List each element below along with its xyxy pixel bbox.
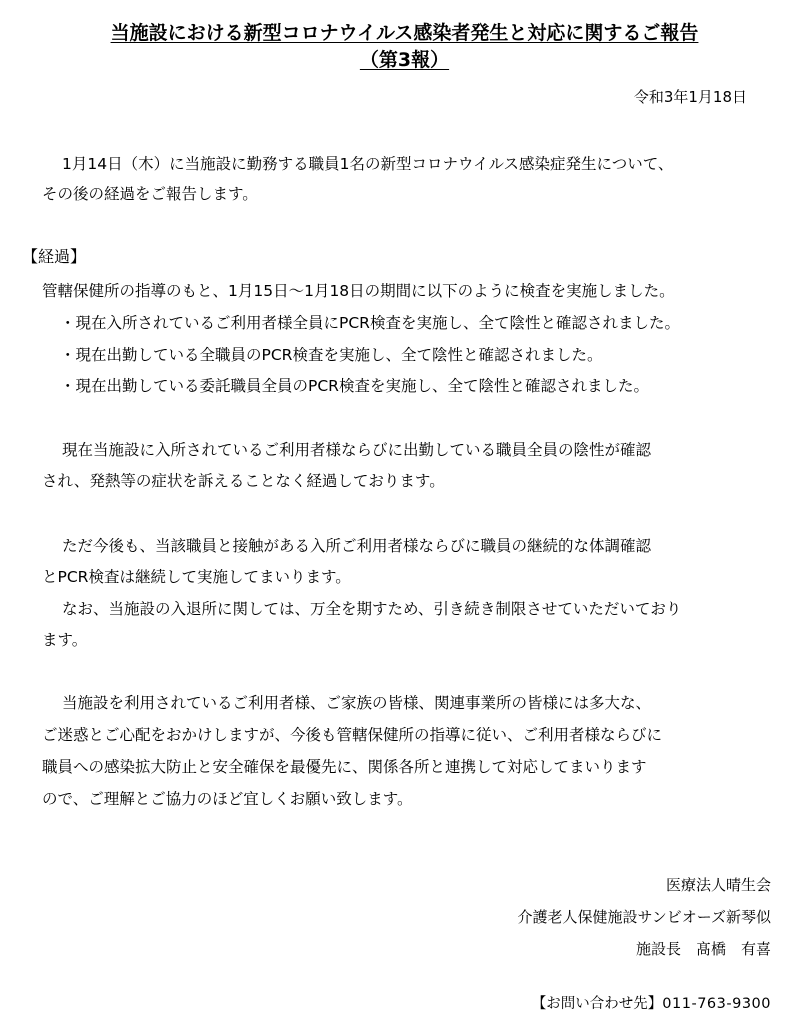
signature-director: 施設長 髙橋 有喜 — [635, 940, 771, 958]
document-title: 当施設における新型コロナウイルス感染者発生と対応に関するご報告 — [110, 22, 699, 44]
continuing-line-1: ただ今後も、当該職員と接触がある入所ご利用者様ならびに職員の継続的な体調確認 — [62, 537, 652, 555]
signature-facility: 介護老人保健施設サンビオーズ新琴似 — [517, 908, 771, 926]
contact-info — [532, 992, 771, 1013]
document-date: 令和3年1月18日 — [633, 88, 747, 106]
continuing-line-3: なお、当施設の入退所に関しては、万全を期すため、引き続き制限させていただいており — [62, 600, 682, 618]
intro-line-2: その後の経過をご報告します。 — [42, 185, 258, 203]
progress-heading: 【経過】 — [22, 247, 87, 266]
closing-line-3: 職員への感染拡大防止と安全確保を最優先に、関係各所と連携して対応してまいります — [42, 758, 647, 776]
closing-line-4: ので、ご理解とご協力のほど宜しくお願い致します。 — [42, 790, 413, 808]
progress-item-residents: ・現在入所されているご利用者様全員にPCR検査を実施し、全て陰性と確認されました。 — [60, 314, 680, 332]
document-subtitle-report-number: （第3報） — [359, 49, 450, 71]
signature-organization: 医療法人晴生会 — [665, 876, 771, 894]
continuing-line-2: とPCR検査は継続して実施してまいります。 — [42, 568, 351, 586]
progress-item-contract-staff: ・現在出勤している委託職員全員のPCR検査を実施し、全て陰性と確認されました。 — [60, 377, 649, 395]
progress-item-staff: ・現在出勤している全職員のPCR検査を実施し、全て陰性と確認されました。 — [60, 346, 603, 364]
progress-lead: 管轄保健所の指導のもと、1月15日～1月18日の期間に以下のように検査を実施しました。 — [42, 282, 675, 300]
contact-phone-number: 011-763-9300 — [662, 996, 771, 1012]
closing-line-1: 当施設を利用されているご利用者様、ご家族の皆様、関連事業所の皆様には多大な、 — [62, 694, 652, 712]
intro-line-1: 1月14日（木）に当施設に勤務する職員1名の新型コロナウイルス感染症発生について、 — [62, 155, 674, 173]
contact-label: 【お問い合わせ先】 — [531, 996, 663, 1012]
status-line-2: され、発熱等の症状を訴えることなく経過しております。 — [42, 472, 445, 490]
continuing-line-4: ます。 — [42, 631, 88, 649]
closing-line-2: ご迷惑とご心配をおかけしますが、今後も管轄保健所の指導に従い、ご利用者様ならびに — [42, 726, 663, 744]
status-line-1: 現在当施設に入所されているご利用者様ならびに出勤している職員全員の陰性が確認 — [62, 441, 652, 459]
